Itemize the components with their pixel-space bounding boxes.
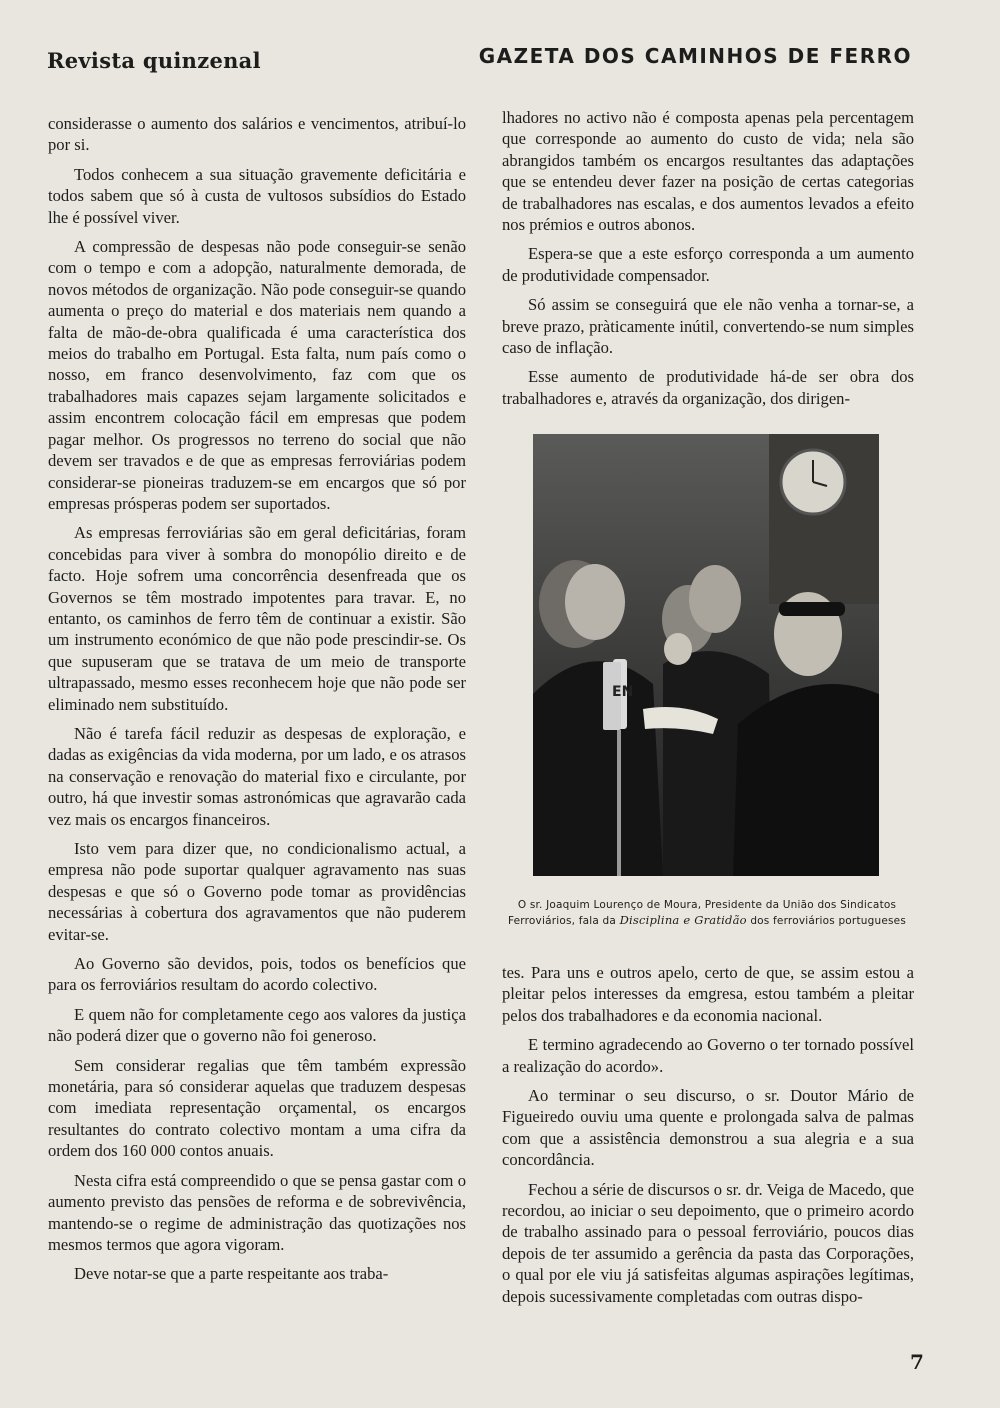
caption-text: O sr. Joaquim Lourenço de Moura, Presidente da União dos Sindicatos Ferroviários, fala da [507,899,897,927]
publication-frequency: Revista quinzenal [47,48,261,73]
paragraph: Ao terminar o seu discurso, o sr. Doutor Mário de Figueiredo ouviu uma quente e prolongada salva de palmas com que a assistência demonstrou a sua alegria e a sua concordância. [502,1086,914,1170]
paragraph: Deve notar-se que a parte respeitante aos traba- [74,1264,389,1284]
paragraph: Sem considerar regalias que têm também expressão monetária, para só considerar aquelas que traduzem despesas com imediata representação orçamental, os encargos resultantes do contrato colectivo montam a uma cifra da ordem dos 160 000 contos anuais. [48,1055,466,1161]
press-photo [533,434,879,876]
publication-title: GAZETA DOS CAMINHOS DE FERRO [478,44,912,68]
right-column-top [502,107,914,417]
caption-text-end: dos ferroviários portugueses [746,915,907,927]
paragraph: Espera-se que a este esforço corresponda a um aumento de produtividade compensador. [502,244,914,285]
paragraph: lhadores no activo não é composta apenas pela percentagem que corresponde ao aumento do custo de vida; nela são abrangidos também os encargos resultantes das adaptações que se entendeu dever fazer na posição de certas categorias de trabalhadores nas escalas, e dos aumentos levados a efeito nos prémios e outros abonos. [502,108,914,235]
right-column-bottom [502,962,914,1315]
paragraph: Isto vem para dizer que, no condicionalismo actual, a empresa não pode suportar qualquer agravamento nas suas despesas e que só o Governo pode tomar as providências necessárias à cobertura dos agravamentos que não puderem evitar-se. [48,839,466,944]
paragraph: Esse aumento de produtividade há-de ser obra dos trabalhadores e, através da organização, dos dirigen- [502,367,914,408]
microphone-label: EN [612,684,634,700]
paragraph: As empresas ferroviárias são em geral deficitárias, foram concebidas para viver à sombra do monopólio direito e de facto. Hoje sofrem uma concorrência desenfreada que os Governos se têm mostrado impotentes para travar. E, no entanto, os caminhos de ferro têm de continuar a existir. São um instrumento económico de que não pode prescindir-se. Os que supuseram que se tratava de um meio de transporte ultrapassado, mesmo esses reconhecem hoje que não pode ser eliminado nem substituído. [48,523,466,714]
paragraph: Todos conhecem a sua situação gravemente deficitária e todos sabem que só à custa de vultosos subsídios do Estado lhe é possível viver. [48,164,466,227]
paragraph: E quem não for completamente cego aos valores da justiça não poderá dizer que o governo não foi generoso. [48,1004,466,1046]
photo-caption [506,898,908,929]
paragraph: A compressão de despesas não pode conseguir-se senão com o tempo e com a adopção, naturalmente demorada, de novos métodos de organização. Não pode conseguir-se quando aumenta o preço do material e dos materiais nem quando a falta de mão-de-obra qualificada é uma característica dos meios do trabalho em Portugal. Esta falta, num país como o nosso, em franco desenvolvimento, faz com que os trabalhadores mais capazes sejam largamente solicitados e assim encontrem colocação fácil em empresas que podem pagar melhor. Os progressos no terreno do social que não devem ser travados e de que as empresas ferroviárias podem considerar-se pioneiras traduzem-se em encargos que só por empresas prósperas podem ser suportados. [48,237,466,513]
paragraph: Ao Governo são devidos, pois, todos os benefícios que para os ferroviários resultam do acordo colectivo. [48,954,466,995]
paragraph: Só assim se conseguirá que ele não venha a tornar-se, a breve prazo, pràticamente inútil, convertendo-se num simples caso de inflação. [502,295,914,358]
paragraph: Fechou a série de discursos o sr. dr. Veiga de Macedo, que recordou, ao iniciar o seu depoimento, que o primeiro acordo de trabalho assinado para o pessoal ferroviário, poucos dias depois de ter assumido a gerência da pasta das Corporações, o qual por ele viu já satisfeitas algumas aspirações legítimas, depois sucessivamente completadas com outras dispo- [502,1179,914,1306]
paragraph: considerasse o aumento dos salários e vencimentos, atribuí-lo por si. [48,114,466,155]
paragraph: tes. Para uns e outros apelo, certo de que, se assim estou a pleitar pelos interesses da emgresa, estou também a pleitar pelos dos trabalhadores e da economia nacional. [502,963,914,1025]
paragraph: E termino agradecendo ao Governo o ter tornado possível a realização do acordo». [502,1035,914,1076]
paragraph: Não é tarefa fácil reduzir as despesas de exploração, e dadas as exigências da vida moderna, por um lado, e os atrasos na conservação e renovação do material fixo e circulante, por outro, há que investir somas astronómicas que agravarão cada vez mais os encargos financeiros. [48,723,466,829]
photo-illustration [533,434,879,876]
caption-italic-text: Disciplina e Gratidão [619,913,747,927]
page-number: 7 [910,1350,924,1374]
paragraph: Nesta cifra está compreendido o que se pensa gastar com o aumento previsto das pensões de reforma e de sobrevivência, mantendo-se o regime de administração das quotizações nos mesmos termos que agora vigoram. [48,1170,466,1254]
left-column [48,113,466,1293]
